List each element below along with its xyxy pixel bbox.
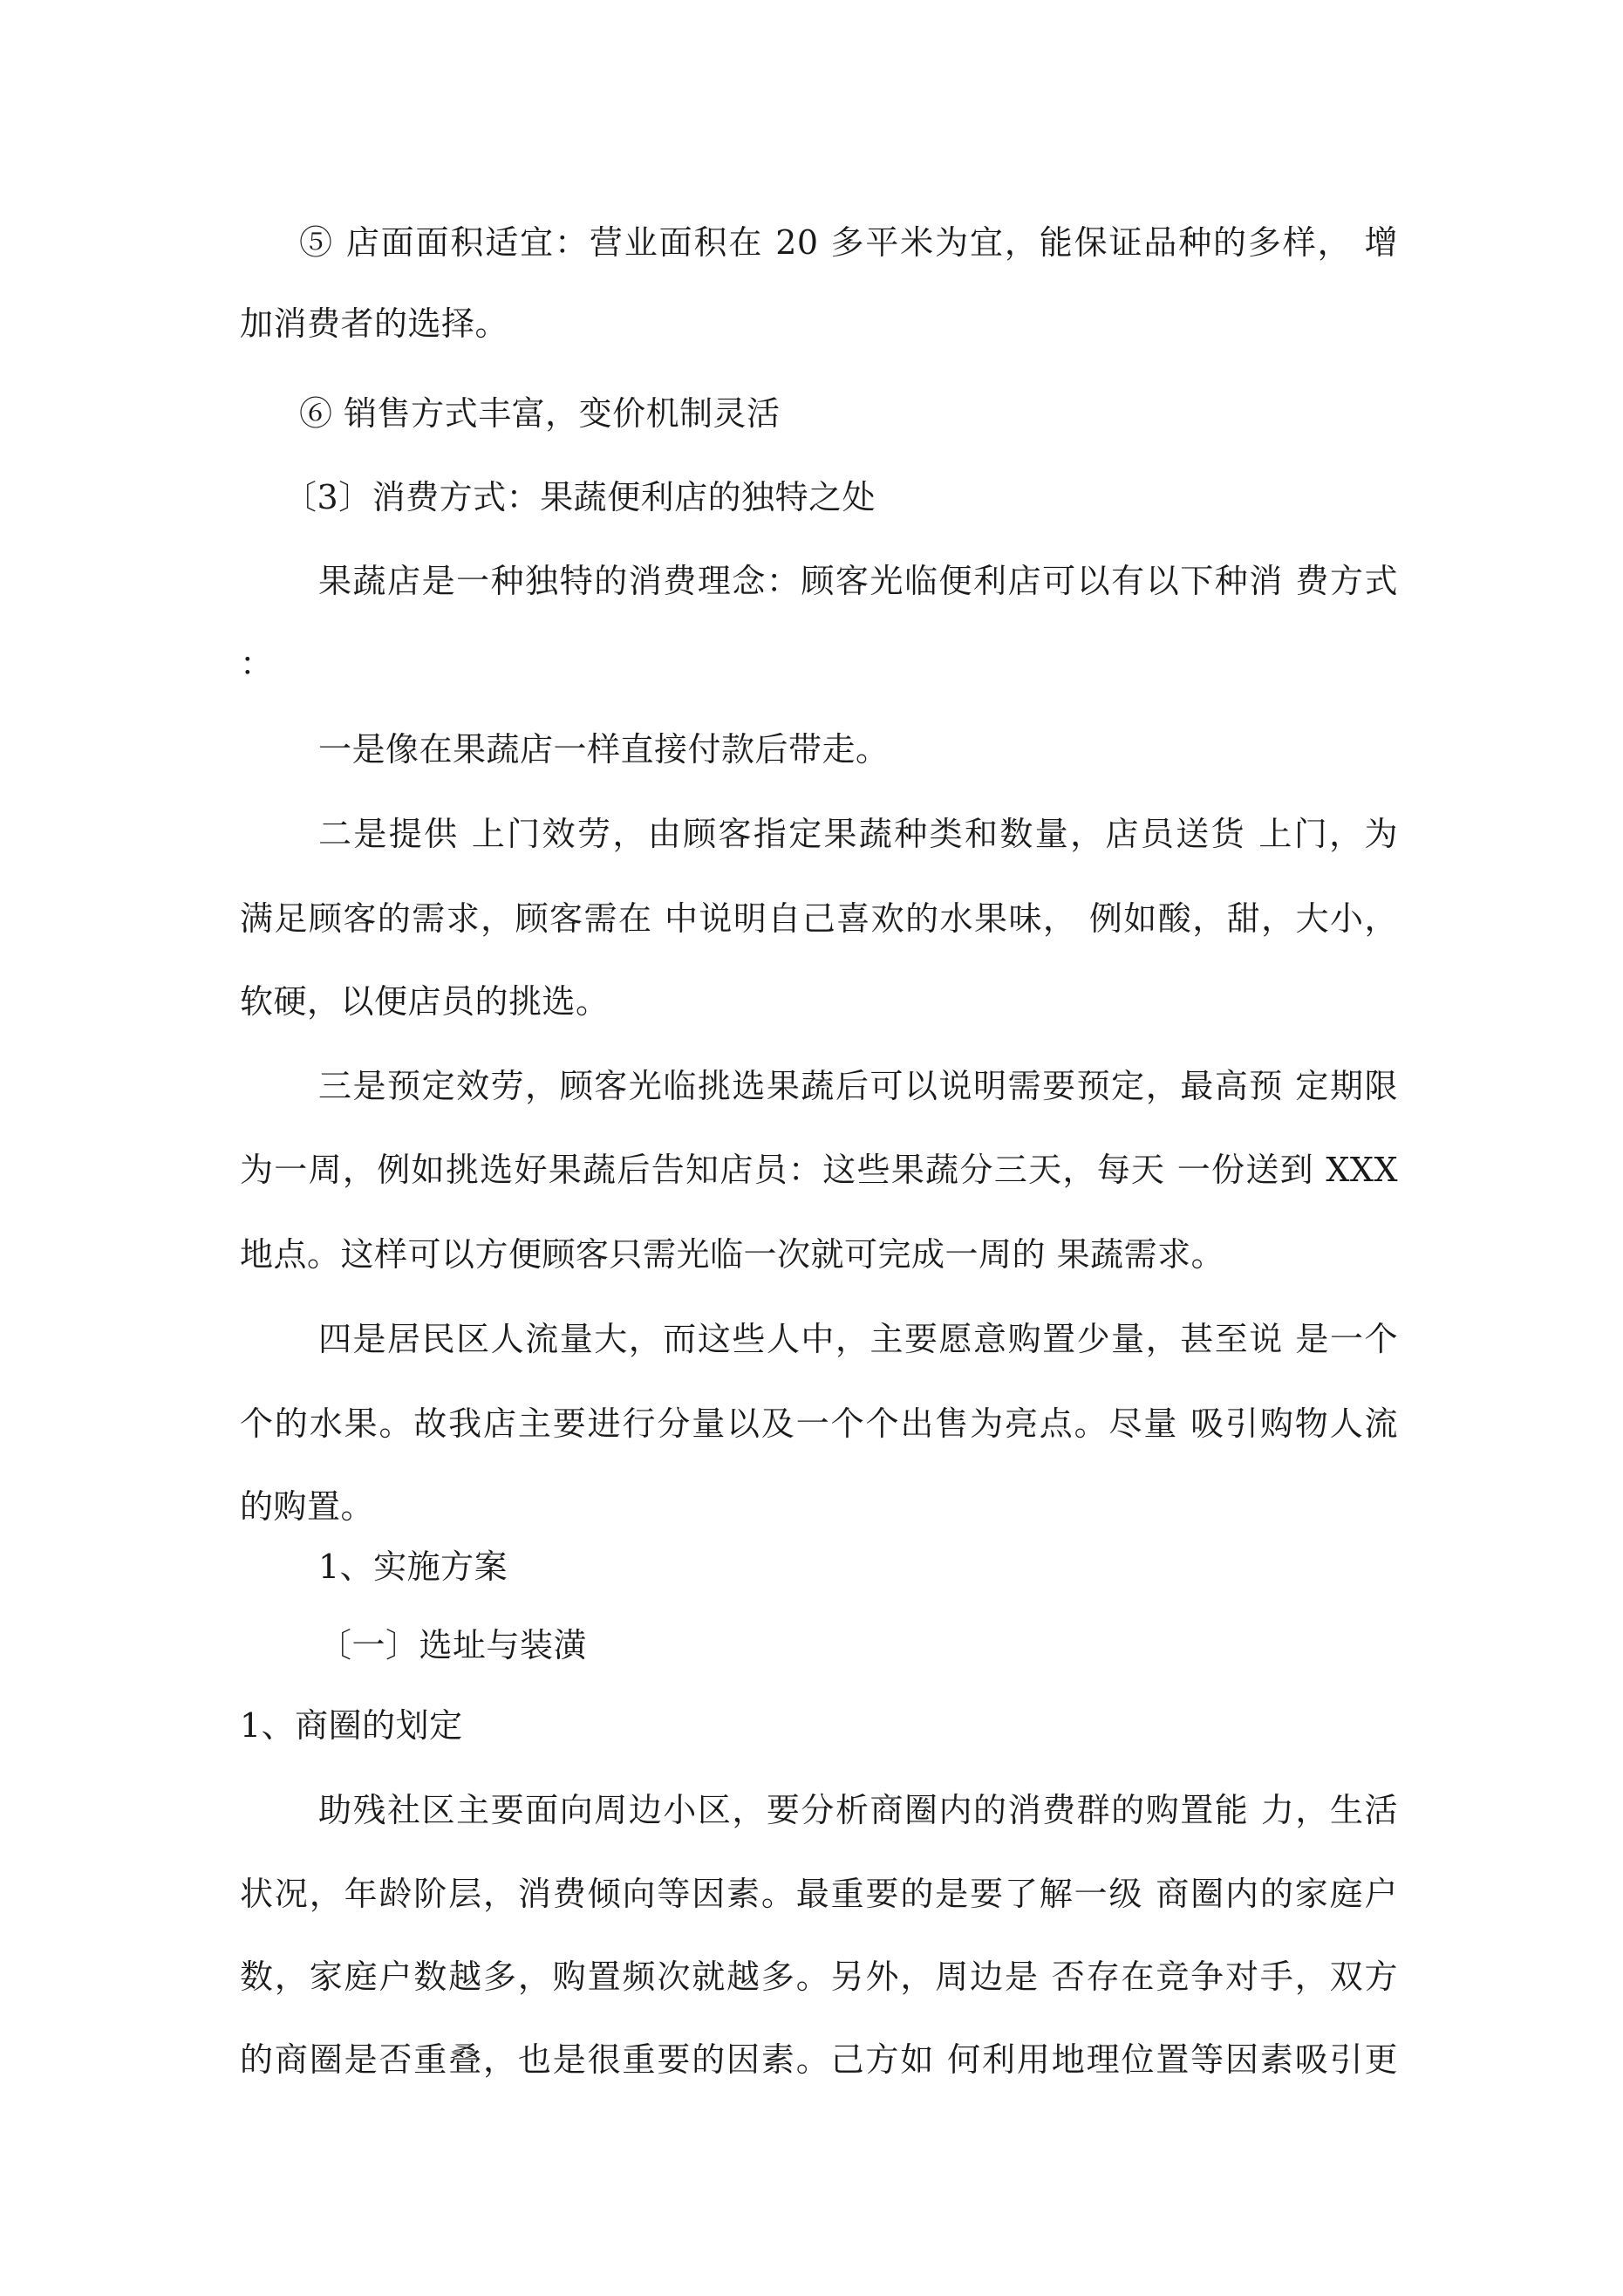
text-line: 果蔬店是一种独特的消费理念：顾客光临便利店可以有以下种消 费方式 (318, 562, 1398, 600)
text-line: 的商圈是否重叠，也是很重要的因素。己方如 何利用地理位置等因素吸引更 (240, 2040, 1398, 2079)
subsection-heading: 1、商圈的划定 (240, 1706, 463, 1745)
subsection-heading: 〔一〕选址与装潢 (318, 1626, 588, 1664)
section-heading: 1、实施方案 (318, 1548, 508, 1586)
text-line: 状况，年龄阶层，消费倾向等因素。最重要的是要了解一级 商圈内的家庭户 (240, 1875, 1398, 1913)
text-line: 满足顾客的需求，顾客需在 中说明自己喜欢的水果味， 例如酸，甜，大小， (240, 899, 1398, 938)
text-line: 四是居民区人流量大，而这些人中，主要愿意购置少量，甚至说 是一个 (318, 1320, 1398, 1358)
text-line: 助残社区主要面向周边小区，要分析商圈内的消费群的购置能 力，生活 (318, 1791, 1398, 1829)
text-line: 的购置。 (240, 1487, 375, 1526)
text-line: 三是预定效劳，顾客光临挑选果蔬后可以说明需要预定，最高预 定期限 (318, 1067, 1398, 1105)
text-line: 软硬，以便店员的挑选。 (240, 982, 610, 1021)
text-line: ⑥ 销售方式丰富，变价机制灵活 (299, 394, 781, 433)
text-line: 一是像在果蔬店一样直接付款后带走。 (318, 730, 890, 769)
text-line: 〔3〕消费方式：果蔬便利店的独特之处 (283, 478, 876, 516)
text-line: ： (240, 645, 274, 683)
text-line: ⑤ 店面面积适宜：营业面积在 20 多平米为宜，能保证品种的多样， 增 (299, 223, 1398, 262)
text-line: 数，家庭户数越多，购置频次就越多。另外，周边是 否存在竞争对手，双方 (240, 1958, 1398, 1996)
text-line: 个的水果。故我店主要进行分量以及一个个出售为亮点。尽量 吸引购物人流 (240, 1404, 1398, 1443)
text-line: 加消费者的选择。 (240, 304, 509, 343)
text-line: 二是提供 上门效劳，由顾客指定果蔬种类和数量，店员送货 上门，为 (318, 815, 1398, 853)
text-line: 地点。这样可以方便顾客只需光临一次就可完成一周的 果蔬需求。 (240, 1235, 1225, 1274)
text-line: 为一周，例如挑选好果蔬后告知店员：这些果蔬分三天，每天 一份送到 XXX (240, 1151, 1398, 1189)
